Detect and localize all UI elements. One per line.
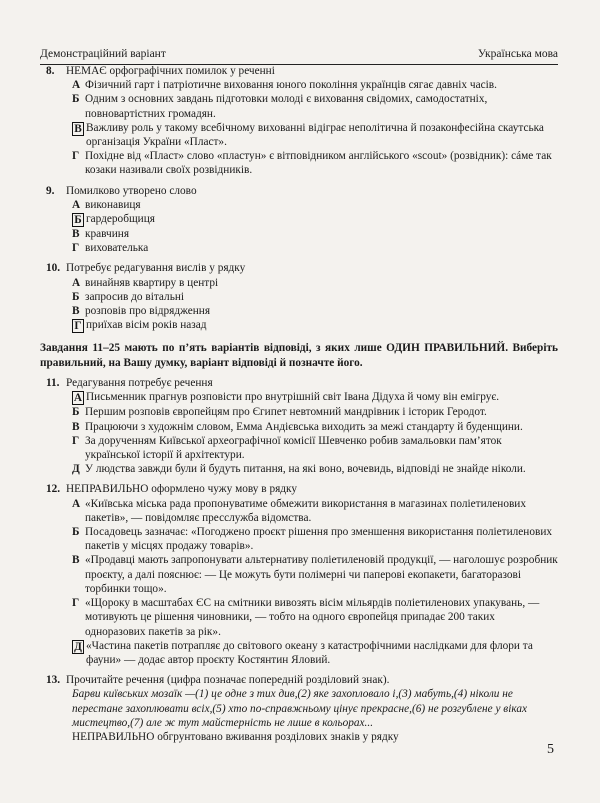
answer-option[interactable] (72, 212, 558, 227)
answer-option[interactable] (72, 92, 558, 120)
answer-letter: Б (72, 406, 80, 419)
answer-option[interactable] (72, 78, 558, 92)
answer-letter: А (72, 198, 81, 211)
q13-prompt: НЕПРАВИЛЬНО обгрунтовано вживання розділових знаків у рядку (72, 730, 399, 743)
answer-option[interactable] (72, 304, 558, 318)
answer-option[interactable] (72, 434, 558, 462)
question-header (40, 482, 558, 496)
answer-option[interactable] (72, 639, 558, 667)
question-text: Потребує редагування вислів у рядку (66, 262, 246, 275)
answer-text: «Щороку в масштабах ЄС на смітники вивозять вісім мільярдів поліетиленових упакувань, — мотивують це рішення чиновники, — тобто на одного європейця припадає 200 таких одноразових пакетів за рік». (85, 597, 540, 638)
answer-text: Письменник прагнув розповісти про внутрішній світ Івана Дідуха й чому він емігрує. (86, 391, 500, 404)
question (40, 64, 558, 184)
question-text: Помилково утворено слово (66, 184, 197, 197)
answer-letter: Г (72, 434, 80, 447)
page-content (40, 64, 558, 744)
answer-text: розповів про відрядження (85, 305, 211, 318)
answer-letter: Г (72, 150, 80, 163)
answer-option[interactable] (72, 462, 558, 476)
answer-text: «Продавці мають запропонувати альтернативу поліетиленовій продукції, — наголошує розробник проєкту, а далі пояснює: — Це можуть бути полімерні чи паперові екопакети, багаторазові торбинки тощо». (85, 554, 558, 595)
answer-letter: Д (72, 463, 80, 476)
answer-option[interactable] (72, 318, 558, 333)
question-number: 10. (46, 262, 61, 275)
answer-text: Похідне від «Пласт» слово «пластун» є вітповідником англійського «scout» (розвідник): сáме так козаки називали своїх розвідників. (85, 150, 552, 177)
answer-text: «Частина пакетів потрапляє до світового океану з катастрофічними наслідками для флори та фауни» — додає автор проєкту Костянтин Яловий. (86, 639, 533, 666)
answer-option[interactable] (72, 276, 558, 290)
answer-letter: Б (72, 93, 80, 106)
answer-text: «Київська міська рада пропонуватиме обмежити використання в магазинах поліетиленових пакетів», — повідомляє пресслужба відомства. (85, 497, 527, 524)
question-header (40, 673, 558, 687)
answer-letter: В (72, 420, 80, 433)
header-left: Демонстраційний варіант (40, 48, 166, 60)
answer-text: Працюючи з художнім словом, Емма Андієвська виходить за межі стандарту й буденщини. (85, 420, 523, 433)
answer-letter: А (72, 79, 81, 92)
answer-option[interactable] (72, 390, 558, 405)
answer-text: запросив до вітальні (85, 290, 185, 303)
answer-letter: В (72, 305, 80, 318)
answer-option[interactable] (72, 553, 558, 596)
answer-option[interactable] (72, 241, 558, 255)
question-number: 12. (46, 483, 61, 496)
answer-option[interactable] (72, 227, 558, 241)
question-text: НЕМАЄ орфографічних помилок у реченні (66, 65, 275, 77)
answer-option[interactable] (72, 149, 558, 177)
answer-letter-marked: В (72, 122, 84, 136)
answer-letter: А (72, 497, 81, 510)
answer-letter: Б (72, 290, 80, 303)
answer-option[interactable] (72, 290, 558, 304)
answer-letter-marked: Б (72, 213, 84, 227)
answer-letter-marked: Г (72, 319, 84, 333)
question-header (40, 184, 558, 198)
question-header (40, 376, 558, 390)
answer-option[interactable] (72, 497, 558, 525)
answer-option[interactable] (72, 596, 558, 639)
answer-text: виконавиця (85, 198, 141, 211)
question-number: 9. (46, 184, 55, 197)
question-number: 13. (46, 674, 61, 687)
question-number: 8. (46, 65, 55, 77)
questions-block-1 (40, 64, 558, 333)
answer-letter: Б (72, 526, 80, 539)
questions-block-2 (40, 376, 558, 687)
answer-text: Посадовець зазначає: «Погоджено проєкт рішення про зменшення використання поліетиленових пакетів у місцях продажу товарів». (85, 526, 553, 553)
question (40, 673, 558, 687)
question-header (40, 64, 558, 78)
answer-text: гардеробщиця (86, 213, 155, 226)
question-text: НЕПРАВИЛЬНО оформлено чужу мову в рядку (66, 483, 298, 496)
answer-letter-marked: А (73, 392, 83, 405)
answer-text: винайняв квартиру в центрі (85, 276, 219, 289)
answer-text: Важливу роль у такому всебічному вихованні відіграє неполітична й позаконфесійна скаутська організація України «Пласт». (86, 121, 544, 149)
answer-option[interactable] (72, 525, 558, 553)
answer-text: приїхав вісім років назад (86, 319, 207, 332)
answer-option[interactable] (72, 420, 558, 434)
question-text: Прочитайте речення (цифра позначає попередній розділовий знак). (66, 674, 390, 687)
answer-letter-marked: Д (72, 640, 84, 654)
answer-text: Одним з основних завдань підготовки молоді є виховання свідомих, самодостатніх, повноваpтістних громадян. (85, 93, 488, 120)
question-header (40, 261, 558, 275)
question (40, 376, 558, 482)
answer-letter: В (72, 228, 80, 241)
answer-option[interactable] (72, 405, 558, 419)
question-text: Редагування потребує речення (66, 377, 213, 390)
answer-letter: В (72, 554, 80, 567)
answer-option[interactable] (72, 121, 558, 149)
answer-letter: Г (72, 597, 80, 610)
answer-letter: А (72, 276, 81, 289)
question-number: 11. (46, 377, 60, 390)
header-right: Українська мова (477, 48, 558, 60)
question (40, 261, 558, 333)
question (40, 184, 558, 262)
answer-text: У людства завжди були й будуть питання, на які воно, вочевидь, відповіді не знайде ніколи. (85, 463, 526, 476)
q13-sentence: Барви київських мозаїк —(1) це одне з тих див,(2) яке захопловало і,(3) мабуть,(4) ніколи не перестане захоплювати всіх,(5) хто по-справжньому цінує прекрасне,(6) не розгублене у віках мистецтво,(7) але ж тут майстерність не лише в кольорах... (72, 688, 528, 729)
question (40, 482, 558, 673)
page-number: 5 (547, 742, 554, 757)
answer-text: За дорученням Київської археографічної комісії Шевченко робив замальовки пам’яток української історії й архітектури. (85, 434, 502, 462)
page-header (40, 48, 558, 65)
answer-text: Першим розповів європейцям про Єгипет невтомний мандрівник і історик Геродот. (85, 406, 487, 419)
answer-text: кравчиня (85, 228, 130, 241)
answer-letter: Г (72, 242, 80, 255)
task-instruction: Завдання 11–25 мають по п’ять варіантів відповіді, з яких лише ОДИН ПРАВИЛЬНИЙ. Виберіть правильний, на Вашу думку, варіант відповіді й позначте його. (40, 342, 558, 369)
answer-text: Фізичний гарт і патріотичне виховання юного покоління українців сягає давніх часів. (85, 79, 497, 92)
answer-option[interactable] (72, 198, 558, 212)
answer-text: вихователька (85, 242, 149, 255)
